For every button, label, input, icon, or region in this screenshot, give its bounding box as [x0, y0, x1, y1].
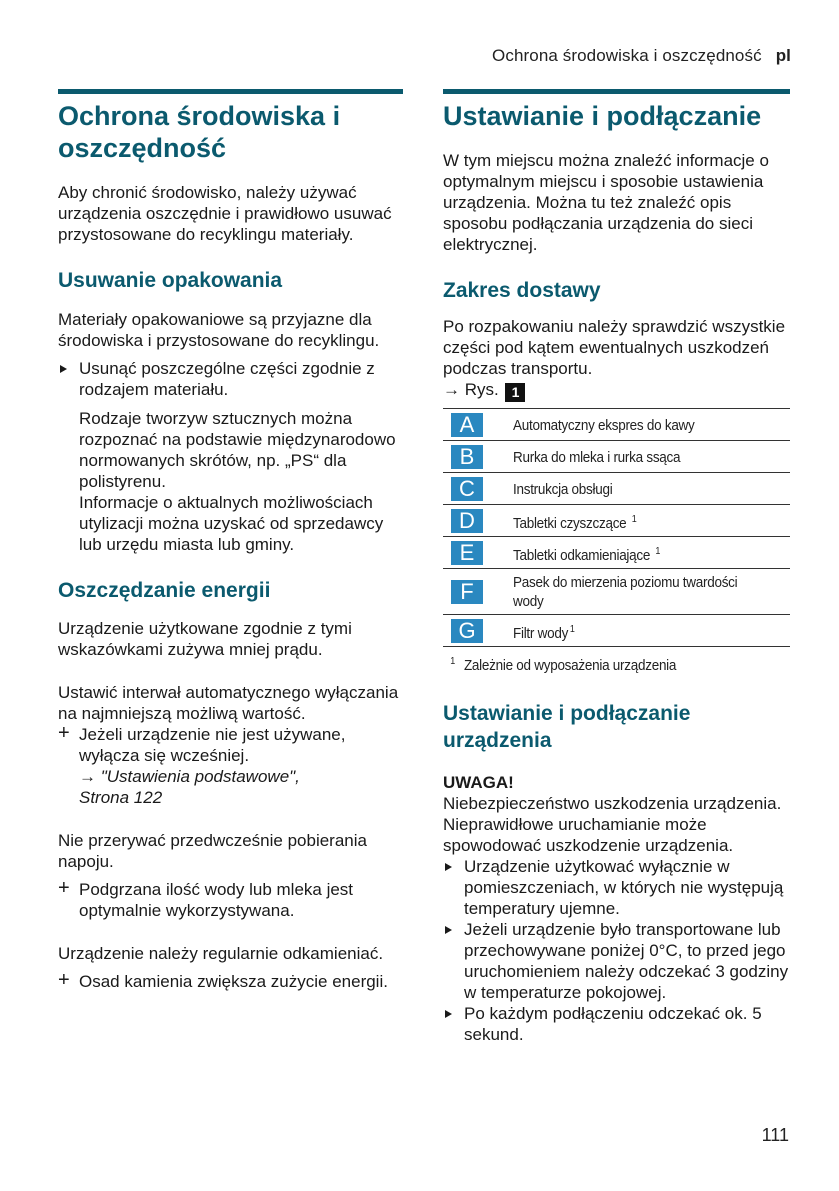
language-code: pl	[775, 46, 791, 65]
item-description: Rurka do mleka i rurka ssąca	[513, 448, 681, 466]
table-row	[443, 537, 790, 569]
item-letter-badge: D	[451, 509, 483, 533]
warning-label: UWAGA!	[443, 773, 514, 792]
energy-text-1: Urządzenie użytkowane zgodnie z tymi wskazówkami zużywa mniej prądu.	[58, 619, 352, 659]
energy-plus-2: + Podgrzana ilość wody lub mleka jest optymalnie wykorzystywana.	[58, 877, 354, 920]
delivery-text: Po rozpakowaniu należy sprawdzić wszystkie części pod kątem ewentualnych uszkodzeń podczas transportu. → Rys. 1	[443, 317, 786, 400]
table-row	[443, 505, 790, 537]
section-title-environment: Ochrona środowiska i oszczędność	[58, 101, 341, 163]
delivery-heading: Zakres dostawy	[443, 279, 601, 302]
table-row	[443, 441, 790, 473]
running-header	[492, 46, 791, 66]
item-letter-badge: F	[451, 580, 483, 604]
right-column	[443, 89, 790, 1045]
plus-icon: +	[58, 722, 70, 744]
item-letter-badge: B	[451, 445, 483, 469]
item-letter-badge: G	[451, 619, 483, 643]
left-column	[58, 89, 403, 992]
item-letter-badge: C	[451, 477, 483, 501]
setup-bullet: Jeżeli urządzenie było transportowane lub przechowywane poniżej 0°C, to przed jego uruchomieniem należy odczekać 3 godziny w temperaturze pokojowej.	[443, 919, 790, 1003]
figure-reference: → Rys.	[443, 380, 499, 399]
figure-number-badge: 1	[505, 383, 525, 402]
item-description: Pasek do mierzenia poziomu twardości wody	[513, 574, 738, 610]
plus-icon: +	[58, 877, 70, 899]
setup-intro: W tym miejscu można znaleźć informacje o optymalnym miejscu i sposobie ustawienia urządzenia. Można tu też znaleźć opis sposobu podłączania urządzenia do sieci elektrycznej.	[443, 151, 769, 254]
energy-plus-1: + Jeżeli urządzenie nie jest używane, wyłącza się wcześniej. → "Ustawienia podstawowe", Strona 122	[58, 722, 346, 807]
energy-text-4: Urządzenie należy regularnie odkamieniać.	[58, 944, 384, 963]
item-description: Tabletki czyszczące $^1$	[513, 513, 637, 532]
packaging-heading: Usuwanie opakowania	[58, 269, 283, 292]
setup-heading: Ustawianie i podłączanie urządzenia	[443, 702, 691, 752]
table-row	[443, 409, 790, 441]
header-title: Ochrona środowiska i oszczędność	[492, 46, 762, 65]
warning-text: Niebezpieczeństwo uszkodzenia urządzenia. Nieprawidłowe uruchamianie może spowodować uszkodzenie urządzenia.	[443, 794, 782, 855]
item-description: Instrukcja obsługi	[513, 480, 613, 498]
environment-intro: Aby chronić środowisko, należy używać urządzenia oszczędnie i prawidłowo usuwać przystosowane do recyklingu materiały.	[58, 183, 392, 244]
delivery-table	[443, 408, 790, 647]
item-description: Filtr wody $^1$	[513, 623, 575, 642]
plus-icon: +	[58, 969, 70, 991]
energy-plus-3: + Osad kamienia zwiększa zużycie energii.	[58, 969, 388, 991]
packaging-bullet: Usunąć poszczególne części zgodnie z rodzajem materiału.	[58, 358, 403, 400]
setup-bullet: Urządzenie użytkować wyłącznie w pomieszczeniach, w których nie występują temperatury ujemne.	[443, 856, 790, 919]
section-rule	[58, 89, 403, 94]
section-rule	[443, 89, 790, 94]
table-row	[443, 615, 790, 647]
item-description: Automatyczny ekspres do kawy	[513, 416, 695, 434]
footnote-marker: 1	[655, 545, 661, 557]
section-title-setup: Ustawianie i podłączanie	[443, 101, 762, 131]
packaging-note-plastics: Rodzaje tworzyw sztucznych można rozpoznać na podstawie międzynarodowo normowanych skrótów, np. „PS“ dla polistyrenu.	[79, 409, 396, 491]
energy-text-2: Ustawić interwał automatycznego wyłączania na najmniejszą możliwą wartość.	[58, 683, 399, 723]
energy-heading: Oszczędzanie energii	[58, 579, 271, 602]
setup-bullet: Po każdym podłączeniu odczekać ok. 5 sekund.	[443, 1003, 790, 1045]
footnote-marker: 1	[569, 623, 575, 635]
item-description: Tabletki odkamieniające $^1$	[513, 545, 661, 564]
table-footnote: $^1$ Zależnie od wyposażenia urządzenia	[450, 656, 677, 674]
table-row	[443, 473, 790, 505]
table-row	[443, 569, 790, 615]
packaging-text: Materiały opakowaniowe są przyjazne dla środowiska i przystosowane do recyklingu.	[58, 310, 380, 350]
footnote-marker: 1	[631, 513, 637, 525]
cross-reference-link[interactable]: → "Ustawienia podstawowe", Strona 122	[79, 767, 300, 807]
item-letter-badge: A	[451, 413, 483, 437]
item-letter-badge: E	[451, 541, 483, 565]
page-number: 111	[761, 1125, 789, 1145]
energy-text-3: Nie przerywać przedwcześnie pobierania napoju.	[58, 831, 367, 871]
packaging-note-disposal: Informacje o aktualnych możliwościach utylizacji można uzyskać od sprzedawcy lub urzędu miasta lub gminy.	[79, 493, 384, 554]
